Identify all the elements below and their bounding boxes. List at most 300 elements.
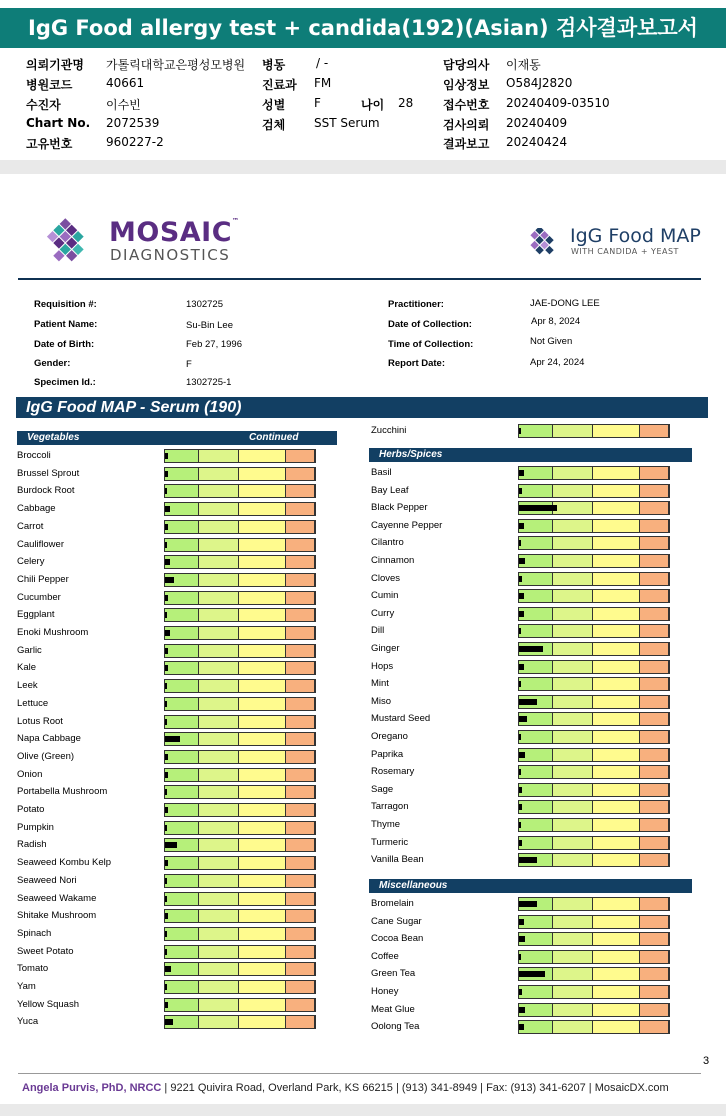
food-row	[17, 998, 316, 1012]
food-name: Cauliflower	[17, 538, 64, 550]
food-row	[371, 501, 670, 515]
food-row	[17, 803, 316, 817]
scale-segment	[199, 910, 239, 922]
scale-segment	[239, 786, 286, 798]
reactivity-level-bar	[165, 1019, 173, 1025]
scale-segment	[165, 875, 199, 887]
reactivity-level-bar	[519, 523, 524, 529]
reactivity-level-bar	[165, 453, 168, 459]
food-name: Hops	[371, 660, 394, 672]
reactivity-scale	[164, 484, 316, 498]
scale-segment	[553, 1021, 593, 1033]
reactivity-scale	[518, 800, 670, 814]
scale-segment	[640, 951, 669, 963]
scale-segment	[199, 716, 239, 728]
scale-segment	[199, 609, 239, 621]
scale-segment	[553, 898, 593, 910]
reactivity-scale	[164, 732, 316, 746]
food-name: Cinnamon	[371, 555, 415, 566]
scale-segment	[165, 485, 199, 497]
scale-segment	[165, 769, 199, 781]
scale-segment	[199, 893, 239, 905]
collection-time-value: Not Given	[530, 336, 573, 347]
scale-segment	[165, 503, 199, 515]
scale-segment	[199, 1016, 239, 1028]
vegetables-title: Vegetables	[27, 432, 80, 443]
vegetables-header	[17, 431, 337, 445]
scale-segment	[640, 837, 669, 849]
institution-label: 의뢰기관명	[26, 58, 84, 72]
reactivity-level-bar	[165, 949, 167, 955]
scale-segment	[640, 696, 669, 708]
scale-segment	[199, 698, 239, 710]
page-number: 3	[703, 1055, 710, 1067]
scale-segment	[286, 645, 315, 657]
reactivity-scale	[164, 573, 316, 587]
scale-segment	[286, 680, 315, 692]
food-row	[371, 818, 670, 832]
food-name: Mint	[371, 678, 389, 690]
scale-segment	[239, 1016, 286, 1028]
scale-segment	[640, 854, 669, 866]
sex-label: 성별	[262, 98, 286, 112]
scale-segment	[199, 574, 239, 586]
patient-name-label: Patient Name:	[34, 319, 98, 330]
reactivity-level-bar	[519, 769, 521, 775]
scale-segment	[553, 625, 593, 637]
scale-segment	[593, 766, 640, 778]
reactivity-scale	[164, 661, 316, 675]
reactivity-level-bar	[519, 540, 521, 546]
herbs-spices-title: Herbs/Spices	[379, 449, 443, 460]
report-date-label: Report Date:	[388, 358, 446, 369]
food-name: Sage	[371, 783, 394, 795]
food-row	[17, 538, 316, 552]
requisition-label: Requisition #:	[34, 299, 97, 310]
food-row	[17, 909, 316, 923]
food-row	[17, 679, 316, 693]
reactivity-level-bar	[165, 772, 168, 778]
scale-segment	[593, 837, 640, 849]
food-name: Yam	[17, 981, 36, 992]
scale-segment	[286, 574, 315, 586]
food-row	[371, 730, 670, 744]
scale-segment	[640, 731, 669, 743]
reactivity-level-bar	[519, 989, 522, 995]
scale-segment	[593, 916, 640, 928]
reactivity-scale	[164, 785, 316, 799]
reactivity-scale	[518, 607, 670, 621]
scale-segment	[239, 751, 286, 763]
reactivity-level-bar	[165, 1002, 168, 1008]
food-name: Vanilla Bean	[371, 854, 424, 866]
scale-segment	[553, 590, 593, 602]
scale-segment	[519, 916, 553, 928]
scale-segment	[239, 999, 286, 1011]
scale-segment	[553, 537, 593, 549]
food-name: Eggplant	[17, 609, 55, 621]
patient-value: 이수빈	[106, 98, 141, 112]
scale-segment	[199, 450, 239, 462]
specimen-label: 검체	[262, 118, 286, 132]
reactivity-level-bar	[165, 842, 177, 848]
scale-segment	[640, 625, 669, 637]
reactivity-level-bar	[165, 931, 167, 937]
food-name: Onion	[17, 768, 43, 780]
scale-segment	[519, 520, 553, 532]
reactivity-level-bar	[519, 611, 524, 617]
reactivity-scale	[164, 538, 316, 552]
scale-segment	[519, 801, 553, 813]
reactivity-scale	[164, 980, 316, 994]
reactivity-level-bar	[165, 966, 171, 972]
food-row	[17, 591, 316, 605]
lab-director-name: Angela Purvis, PhD, NRCC	[22, 1082, 162, 1094]
scale-segment	[553, 713, 593, 725]
collection-time-label: Time of Collection:	[388, 339, 474, 350]
reactivity-level-bar	[519, 576, 522, 582]
reactivity-level-bar	[165, 984, 167, 990]
reactivity-scale	[518, 712, 670, 726]
scale-segment	[199, 822, 239, 834]
scale-segment	[199, 804, 239, 816]
scale-segment	[165, 645, 199, 657]
scale-segment	[640, 678, 669, 690]
scale-segment	[553, 661, 593, 673]
mosaic-brand-subtitle: DIAGNOSTICS	[110, 246, 231, 264]
reactivity-level-bar	[165, 896, 167, 902]
scale-segment	[553, 731, 593, 743]
food-row	[17, 626, 316, 640]
scale-segment	[519, 590, 553, 602]
scale-segment	[553, 573, 593, 585]
scale-segment	[286, 769, 315, 781]
reactivity-level-bar	[165, 789, 167, 795]
reactivity-scale	[164, 821, 316, 835]
food-row	[17, 502, 316, 516]
food-row	[17, 821, 316, 835]
food-name: Tarragon	[371, 801, 409, 813]
scale-segment	[165, 521, 199, 533]
food-row	[17, 608, 316, 622]
dept-value: FM	[314, 76, 332, 90]
reactivity-level-bar	[519, 505, 557, 511]
scale-segment	[286, 999, 315, 1011]
reactivity-scale	[518, 1020, 670, 1034]
scale-segment	[553, 555, 593, 567]
reactivity-level-bar	[165, 648, 168, 654]
miscellaneous-header	[369, 879, 692, 893]
mosaic-brand-title	[109, 217, 240, 248]
scale-segment	[165, 857, 199, 869]
specimen-value: SST Serum	[314, 116, 380, 130]
reactivity-scale	[164, 750, 316, 764]
reactivity-scale	[518, 783, 670, 797]
mosaic-diamond-logo-icon	[26, 218, 106, 268]
food-row	[371, 572, 670, 586]
specimen-id-value: 1302725-1	[186, 377, 232, 388]
food-name: Leek	[17, 680, 38, 692]
reactivity-level-bar	[519, 919, 524, 925]
reactivity-scale	[164, 803, 316, 817]
continued-label: Continued	[249, 432, 299, 443]
scale-segment	[199, 556, 239, 568]
food-row	[371, 677, 670, 691]
specimen-id-label: Specimen Id.:	[34, 377, 96, 388]
food-row	[17, 520, 316, 534]
scale-segment	[640, 986, 669, 998]
scale-segment	[553, 425, 593, 437]
scale-segment	[199, 769, 239, 781]
scale-segment	[199, 503, 239, 515]
reactivity-level-bar	[519, 699, 537, 705]
food-row	[17, 856, 316, 870]
result-value: 20240424	[506, 135, 568, 149]
scale-segment	[165, 680, 199, 692]
scale-segment	[239, 910, 286, 922]
reactivity-level-bar	[519, 971, 545, 977]
chart-label: Chart No.	[26, 116, 91, 130]
food-row	[17, 768, 316, 782]
scale-segment	[553, 968, 593, 980]
food-row	[371, 519, 670, 533]
dob-value: Feb 27, 1996	[186, 339, 242, 350]
food-row	[17, 732, 316, 746]
scale-segment	[519, 573, 553, 585]
food-row	[371, 424, 670, 438]
scale-segment	[593, 643, 640, 655]
scale-segment	[286, 485, 315, 497]
scale-segment	[519, 678, 553, 690]
food-name: Lotus Root	[17, 715, 63, 727]
scale-segment	[239, 946, 286, 958]
food-name: Lettuce	[17, 697, 49, 709]
miscellaneous-title: Miscellaneous	[379, 880, 448, 891]
food-name: Garlic	[17, 644, 42, 656]
practitioner-label: Practitioner:	[388, 299, 444, 310]
reactivity-level-bar	[519, 901, 537, 907]
scale-segment	[165, 804, 199, 816]
scale-segment	[593, 854, 640, 866]
food-row	[17, 449, 316, 463]
food-name: Basil	[371, 467, 392, 478]
scale-segment	[199, 521, 239, 533]
food-row	[371, 765, 670, 779]
scale-segment	[286, 733, 315, 745]
scale-segment	[593, 590, 640, 602]
reactivity-level-bar	[165, 524, 168, 530]
scale-segment	[286, 609, 315, 621]
scale-segment	[239, 733, 286, 745]
food-name: Olive (Green)	[17, 750, 75, 762]
reactivity-level-bar	[165, 754, 168, 760]
food-row	[371, 1003, 670, 1017]
sex-value: F	[314, 96, 321, 110]
food-name: Enoki Mushroom	[17, 627, 89, 638]
hospital-code-value: 40661	[106, 76, 145, 90]
request-value: 20240409	[506, 116, 568, 130]
scale-segment	[286, 910, 315, 922]
scale-segment	[593, 502, 640, 514]
scale-segment	[640, 661, 669, 673]
scale-segment	[553, 837, 593, 849]
food-map-brand-subtitle: WITH CANDIDA + YEAST	[571, 247, 679, 256]
scale-segment	[593, 425, 640, 437]
receipt-label: 접수번호	[443, 98, 490, 112]
reactivity-scale	[518, 466, 670, 480]
scale-segment	[165, 786, 199, 798]
age-label: 나이	[361, 98, 385, 112]
reactivity-scale	[164, 449, 316, 463]
food-row	[17, 1015, 316, 1029]
scale-segment	[640, 766, 669, 778]
reactivity-level-bar	[165, 860, 168, 866]
scale-segment	[553, 951, 593, 963]
scale-segment	[286, 468, 315, 480]
reactivity-level-bar	[519, 428, 521, 434]
trademark-symbol: ™	[232, 217, 240, 225]
food-name: Broccoli	[17, 450, 51, 461]
food-row	[17, 697, 316, 711]
reactivity-level-bar	[519, 1024, 524, 1030]
order-header	[0, 52, 726, 152]
report-banner-title: IgG Food allergy test + candida(192)(Asian) 검사결과보고서	[0, 8, 726, 48]
food-row	[17, 715, 316, 729]
scale-segment	[239, 963, 286, 975]
food-row	[371, 915, 670, 929]
scale-segment	[286, 627, 315, 639]
reactivity-scale	[518, 915, 670, 929]
food-row	[17, 945, 316, 959]
reactivity-level-bar	[519, 664, 524, 670]
scale-segment	[199, 733, 239, 745]
reactivity-scale	[518, 572, 670, 586]
reactivity-scale	[164, 697, 316, 711]
food-row	[371, 536, 670, 550]
scale-segment	[199, 999, 239, 1011]
reactivity-scale	[518, 624, 670, 638]
food-name: Cane Sugar	[371, 915, 422, 927]
scale-segment	[553, 678, 593, 690]
ward-value: / -	[316, 56, 329, 70]
food-name: Bay Leaf	[371, 484, 409, 496]
food-name: Cucumber	[17, 591, 61, 603]
scale-segment	[199, 946, 239, 958]
scale-segment	[640, 933, 669, 945]
scale-segment	[165, 751, 199, 763]
reactivity-scale	[518, 501, 670, 515]
food-row	[371, 800, 670, 814]
food-row	[17, 750, 316, 764]
food-name: Portabella Mushroom	[17, 786, 108, 798]
reactivity-scale	[518, 519, 670, 533]
patient-name-value: Su-Bin Lee	[186, 320, 234, 331]
scale-segment	[165, 450, 199, 462]
food-name: Cayenne Pepper	[371, 519, 443, 531]
reactivity-level-bar	[165, 559, 170, 565]
food-name: Cloves	[371, 572, 401, 584]
reactivity-scale	[164, 591, 316, 605]
scale-segment	[286, 822, 315, 834]
food-name: Napa Cabbage	[17, 733, 81, 745]
scale-segment	[640, 520, 669, 532]
food-name: Tomato	[17, 963, 49, 975]
food-name: Kale	[17, 662, 37, 674]
scale-segment	[593, 933, 640, 945]
scale-segment	[199, 857, 239, 869]
reactivity-scale	[164, 856, 316, 870]
food-row	[371, 589, 670, 603]
reactivity-scale	[518, 748, 670, 762]
reactivity-level-bar	[165, 542, 167, 548]
scale-segment	[239, 450, 286, 462]
food-row	[371, 836, 670, 850]
food-row	[17, 573, 316, 587]
food-row	[371, 695, 670, 709]
scale-segment	[239, 857, 286, 869]
scale-segment	[593, 625, 640, 637]
scale-segment	[199, 786, 239, 798]
scale-segment	[593, 819, 640, 831]
scale-segment	[640, 608, 669, 620]
reactivity-scale	[518, 836, 670, 850]
lab-contact-info: | 9221 Quivira Road, Overland Park, KS 66215 | (913) 341-8949 | Fax: (913) 341-6207 | MosaicDX.com	[161, 1082, 669, 1094]
reactivity-scale	[518, 932, 670, 946]
hospital-code-label: 병원코드	[26, 78, 73, 92]
reactivity-scale	[164, 909, 316, 923]
food-name: Carrot	[17, 520, 44, 532]
scale-segment	[593, 749, 640, 761]
age-value: 28	[398, 96, 414, 110]
scale-segment	[199, 627, 239, 639]
food-name: Seaweed Wakame	[17, 892, 97, 904]
reactivity-level-bar	[519, 804, 522, 810]
scale-segment	[239, 539, 286, 551]
scale-segment	[199, 680, 239, 692]
dob-label: Date of Birth:	[34, 339, 95, 350]
food-name: Celery	[17, 556, 45, 568]
scale-segment	[640, 643, 669, 655]
scale-segment	[165, 592, 199, 604]
food-row	[371, 484, 670, 498]
food-name: Oregano	[371, 731, 408, 742]
food-row	[17, 555, 316, 569]
report-section-title: IgG Food MAP - Serum (190)	[16, 397, 708, 418]
food-row	[371, 748, 670, 762]
reactivity-scale	[164, 1015, 316, 1029]
food-row	[371, 932, 670, 946]
doctor-label: 담당의사	[443, 58, 490, 72]
reactivity-level-bar	[519, 787, 522, 793]
scale-segment	[593, 1021, 640, 1033]
scale-segment	[165, 627, 199, 639]
food-name: Meat Glue	[371, 1003, 415, 1015]
herbs-spices-header	[369, 448, 692, 462]
institution-value: 가톨릭대학교은평성모병원	[106, 58, 246, 72]
scale-segment	[239, 627, 286, 639]
scale-segment	[239, 503, 286, 515]
scale-segment	[640, 749, 669, 761]
food-name: Zucchini	[371, 425, 407, 436]
scale-segment	[286, 839, 315, 851]
id-label: 고유번호	[26, 137, 73, 151]
reactivity-scale	[518, 1003, 670, 1017]
scale-segment	[519, 537, 553, 549]
food-name: Cocoa Bean	[371, 933, 424, 945]
reactivity-scale	[164, 679, 316, 693]
scale-segment	[519, 731, 553, 743]
scale-segment	[593, 661, 640, 673]
